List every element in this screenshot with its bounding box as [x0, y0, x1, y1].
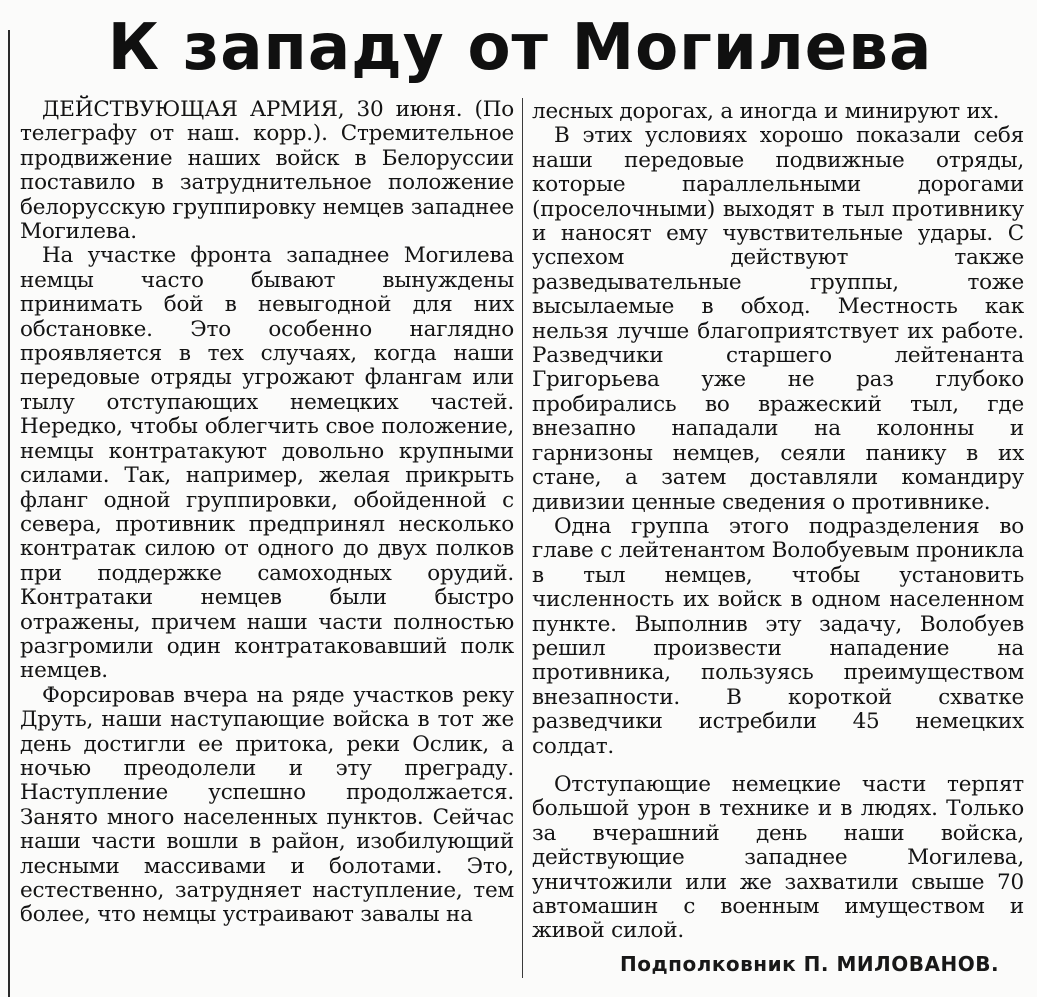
- column-divider-rule: [522, 98, 523, 978]
- article-column-right: [532, 100, 1024, 944]
- left-border-rule: [8, 30, 10, 997]
- article-byline: Подполковник П. МИЛОВАНОВ.: [620, 952, 1000, 976]
- article-headline: К западу от Могилева: [107, 11, 933, 85]
- article-paragraph: ДЕЙСТВУЮЩАЯ АРМИЯ, 30 июня. (По телеграфу от наш. корр.). Стремительное продвижение наших войск в Белоруссии поставило в затруднительное положение белорусскую группировку немцев западнее Могилева.: [20, 97, 514, 245]
- article-paragraph: Отступающие немецкие части терпят большой урон в технике и в людях. Только за вчерашний день наши войска, действующие западнее Могилева, уничтожили или же захватили свыше 70 автомашин с военным имуществом и живой силой.: [532, 771, 1024, 944]
- article-paragraph: Одна группа этого подразделения во главе с лейтенантом Волобуевым проникла в тыл немцев, чтобы установить численность их войск в одном населенном пункте. Выполнив эту задачу, Волобуев решил произвести нападение на противника, пользуясь преимуществом внезапности. В короткой схватке разведчики истребили 45 немецких солдат.: [532, 513, 1024, 759]
- article-paragraph: В этих условиях хорошо показали себя наши передовые подвижные отряды, которые параллельными дорогами (проселочными) выходят в тыл противнику и наносят ему чувствительные удары. С успехом действуют также разведывательные группы, тоже высылаемые в обход. Местность как нельзя лучше благоприятствует их работе. Разведчики старшего лейтенанта Григорьева уже не раз глубоко пробирались во вражеский тыл, где внезапно нападали на колонны и гарнизоны немцев, сеяли панику в их стане, а затем доставляли командиру дивизии ценные сведения о противнике.: [532, 123, 1024, 515]
- article-paragraph: лесных дорогах, а иногда и минируют их.: [532, 99, 1000, 124]
- article-column-left: [20, 98, 514, 928]
- article-paragraph: На участке фронта западнее Могилева немцы часто бывают вынуждены принимать бой в невыгодной для них обстановке. Это особенно наглядно проявляется в тех случаях, когда наши передовые отряды угрожают флангам или тылу отступающих немецких частей. Нередко, чтобы облегчить свое положение, немцы контратакуют довольно крупными силами. Так, например, желая прикрыть фланг одной группировки, обойденной с севера, противник предпринял несколько контратак силою от одного до двух полков при поддержке самоходных орудий. Контратаки немцев были быстро отражены, причем наши части полностью разгромили один контратаковавший полк немцев.: [20, 243, 514, 684]
- article-paragraph: Форсировав вчера на ряде участков реку Друть, наши наступающие войска в тот же день достигли ее притока, реки Ослик, а ночью преодолели и эту преграду. Наступление успешно продолжается. Занято много населенных пунктов. Сейчас наши части вошли в район, изобилующий лесными массивами и болотами. Это, естественно, затрудняет наступление, тем более, что немцы устраивают завалы на: [20, 682, 514, 928]
